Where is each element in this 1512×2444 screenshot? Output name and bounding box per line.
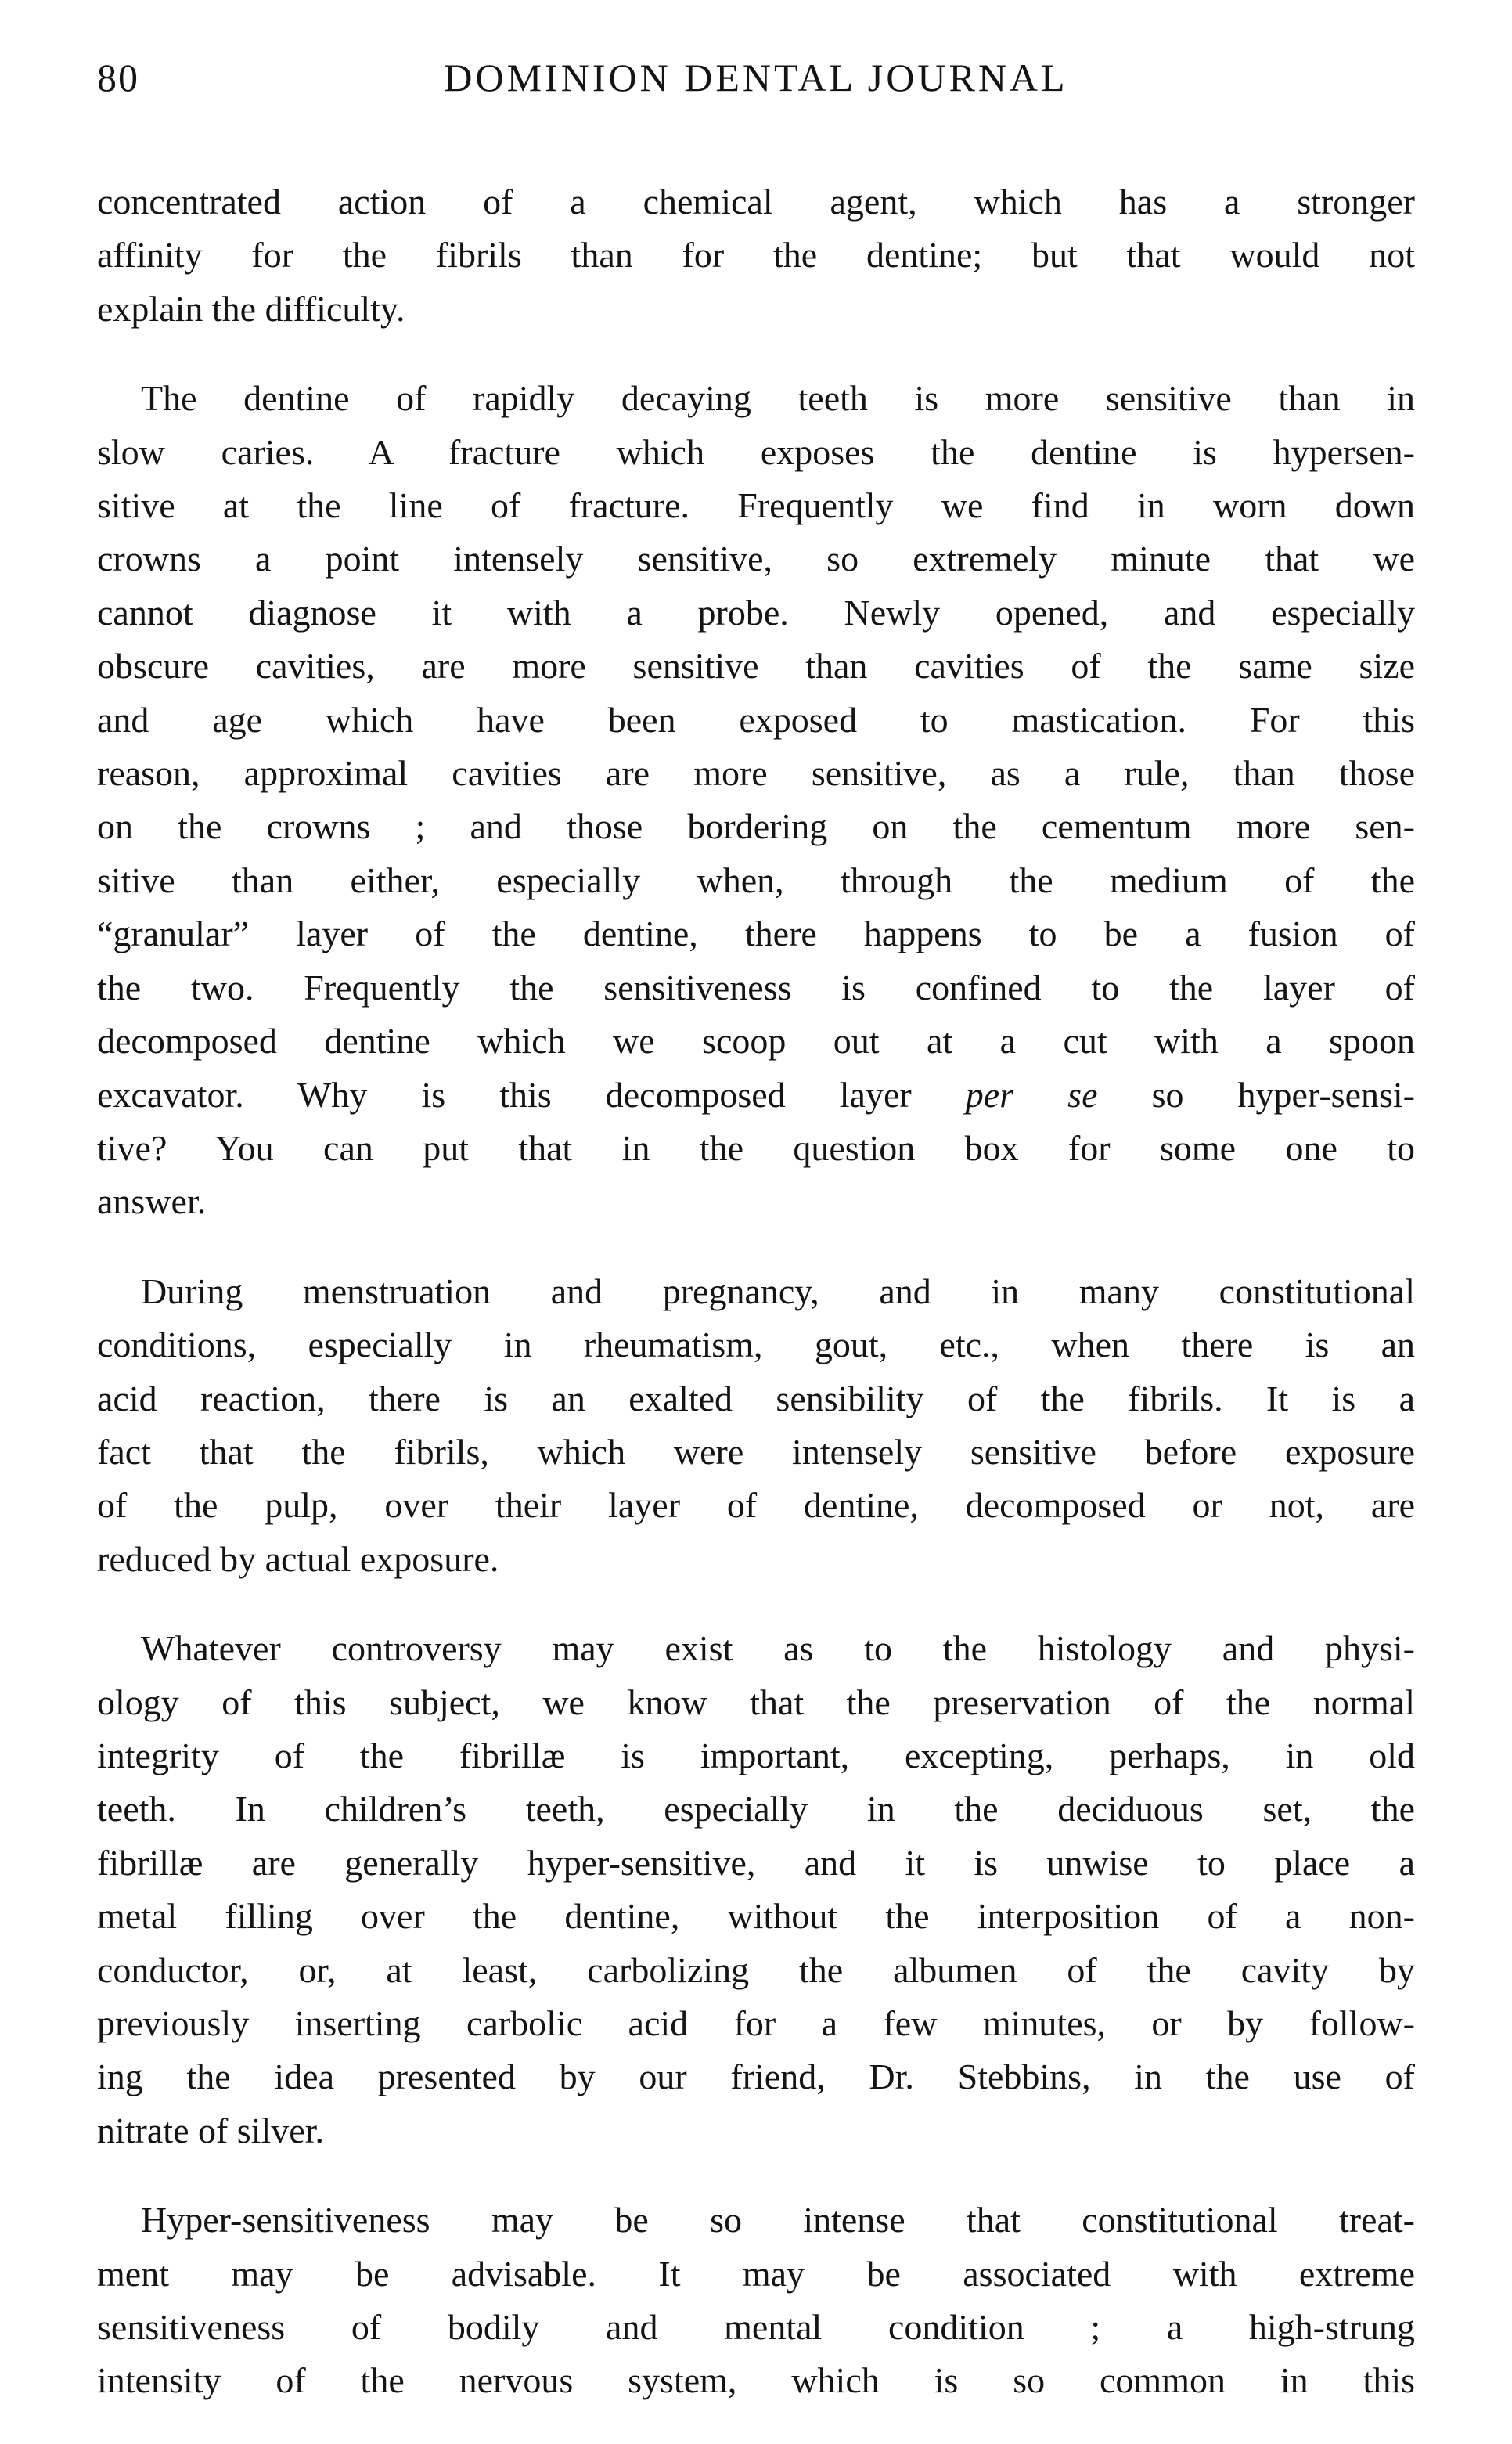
text-line: obscure cavities, are more sensitive than cavities of the same size bbox=[97, 646, 1415, 687]
italic-phrase: per se bbox=[965, 1074, 1098, 1115]
text-line: ology of this subject, we know that the preservation of the normal bbox=[97, 1682, 1415, 1722]
text-line: crowns a point intensely sensitive, so extremely minute that we bbox=[97, 539, 1415, 579]
text-line: affinity for the fibrils than for the dentine; but that would not bbox=[97, 235, 1415, 276]
text-line: answer. bbox=[97, 1181, 207, 1222]
text-line: conditions, especially in rheumatism, gout, etc., when there is an bbox=[97, 1325, 1415, 1365]
text-line: fact that the fibrils, which were intensely sensitive before exposure bbox=[97, 1431, 1415, 1472]
text-line: The dentine of rapidly decaying teeth is more sensitive than in bbox=[141, 378, 1415, 419]
text-line: slow caries. A fracture which exposes the dentine is hypersen- bbox=[97, 431, 1415, 472]
text-line: metal filling over the dentine, without the interposition of a non- bbox=[97, 1896, 1415, 1937]
text-line: During menstruation and pregnancy, and in many constitutional bbox=[141, 1271, 1415, 1311]
text-line: of the pulp, over their layer of dentine, decomposed or not, are bbox=[97, 1485, 1415, 1526]
text-line: Whatever controversy may exist as to the histology and physi- bbox=[141, 1628, 1415, 1669]
text-line: tive? You can put that in the question box for some one to bbox=[97, 1127, 1415, 1168]
text-line: sitive at the line of fracture. Frequently we find in worn down bbox=[97, 485, 1415, 526]
text-line: concentrated action of a chemical agent, which has a stronger bbox=[97, 182, 1415, 222]
book-page bbox=[97, 55, 1415, 2444]
paragraph-1 bbox=[97, 175, 1415, 336]
text-line: acid reaction, there is an exalted sensibility of the fibrils. It is a bbox=[97, 1378, 1415, 1418]
text-line-with-italic: excavator. Why is this decomposed layer per se so hyper-sensi- bbox=[97, 1074, 1416, 1115]
running-head bbox=[97, 55, 1415, 119]
paragraph-2 bbox=[97, 372, 1415, 1229]
text-line: fibrillæ are generally hyper-sensitive, and it is unwise to place a bbox=[97, 1842, 1415, 1883]
text-line: ment may be advisable. It may be associated with extreme bbox=[97, 2253, 1415, 2294]
text-line: conductor, or, at least, carbolizing the albumen of the cavity by bbox=[97, 1949, 1415, 1990]
text-line: Hyper-sensitiveness may be so intense that constitutional treat- bbox=[141, 2200, 1415, 2240]
paragraph-4 bbox=[97, 1622, 1415, 2157]
paragraph-3 bbox=[97, 1265, 1415, 1586]
text-line: sensitiveness of bodily and mental condition ; a high-strung bbox=[97, 2307, 1415, 2348]
text-line: nitrate of silver. bbox=[97, 2110, 324, 2150]
text-line: and age which have been exposed to mastication. For this bbox=[97, 699, 1415, 740]
text-line: sitive than either, especially when, through the medium of the bbox=[97, 860, 1415, 900]
text-line: decomposed dentine which we scoop out at a cut with a spoon bbox=[97, 1021, 1415, 1062]
text-line: reduced by actual exposure. bbox=[97, 1538, 499, 1579]
text-line: “granular” layer of the dentine, there happens to be a fusion of bbox=[97, 914, 1415, 954]
page-number: 80 bbox=[97, 56, 139, 99]
text-line: on the crowns ; and those bordering on the cementum more sen- bbox=[97, 806, 1415, 847]
article-body bbox=[97, 175, 1415, 2408]
text-line: integrity of the fibrillæ is important, excepting, perhaps, in old bbox=[97, 1735, 1415, 1775]
text-line: intensity of the nervous system, which is so common in this bbox=[97, 2360, 1415, 2401]
text-line: previously inserting carbolic acid for a few minutes, or by follow- bbox=[97, 2003, 1415, 2043]
text-line: teeth. In children’s teeth, especially in the deciduous set, the bbox=[97, 1789, 1415, 1829]
text-line: explain the difficulty. bbox=[97, 288, 405, 329]
text-line: cannot diagnose it with a probe. Newly opened, and especially bbox=[97, 592, 1415, 633]
text-line: reason, approximal cavities are more sensitive, as a rule, than those bbox=[97, 753, 1415, 794]
journal-title: DOMINION DENTAL JOURNAL bbox=[444, 56, 1068, 99]
text-line: the two. Frequently the sensitiveness is confined to the layer of bbox=[97, 967, 1415, 1008]
paragraph-5 bbox=[97, 2193, 1415, 2408]
text-line: ing the idea presented by our friend, Dr. Stebbins, in the use of bbox=[97, 2056, 1415, 2097]
